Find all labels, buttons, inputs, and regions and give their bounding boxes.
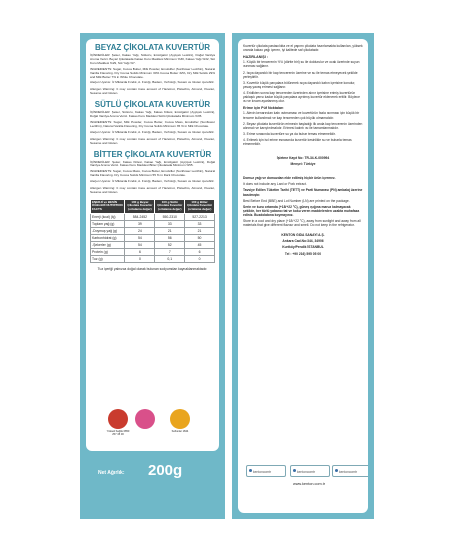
section-title-dark: BİTTER ÇİKOLATA KUVERTÜR — [93, 149, 212, 159]
nutrition-header-row — [91, 199, 215, 213]
social-instagram — [246, 465, 286, 477]
company-phone: Tel : +90 216) 595 05 00 — [284, 251, 322, 256]
health-line-logo-icon — [108, 409, 128, 429]
nutrient-label: Karbonhidrat (g) — [91, 234, 125, 241]
approval-number: İşletme Kayıt No: TR-34-K-000994 — [276, 156, 330, 161]
tip-item: 4. Eritmek için isıl erime esnasında kuvertür kesinlikle su ve buharla temas etmemelidir. — [243, 137, 352, 146]
nutrient-value: 21 — [185, 227, 215, 234]
nutrient-label: Toplam yağ (g) — [91, 220, 125, 227]
ingredients-en-dark: INGREDIENTS: Sugar, Cocoa Mass, Cocoa Butter, Emulsifier (Sunflower Lecithin), Natural Vanilla Flavoring. Dry Cocoa Solids Minimum 55 % in Dark Chocolate. — [90, 169, 215, 178]
prep-step: 1. Küçük bir tencerenin ½'ü (dörtte biri) su ile doldurulur ve ocak üzerinde suyun ısınması sağlanır. — [243, 60, 360, 69]
nutrient-value: 24 — [125, 227, 155, 234]
website-url: www.kenton.com.tr — [292, 482, 326, 486]
section-dark — [86, 150, 219, 195]
storage-en: Store in a cool and dry place (+18/+22 °C), away from sunlight and away from all materials that give different flavour and smell. Do not keep in the refrigerator. — [243, 219, 361, 228]
tip-item: 3. Erime sırasında kuvertüre su ya da buhar temas etmemelidir. — [243, 131, 336, 136]
nutrient-value: 6 — [125, 248, 155, 255]
bbd-notice-tr: Tavsiye Edilen Tüketim Tarihi (TETT) ve Parti Numarası (PN) ambalaj üzerine basılmıştır. — [243, 188, 363, 197]
table-row — [91, 255, 215, 262]
prep-title: HAZIRLANIŞI : — [243, 55, 268, 60]
table-row — [91, 248, 215, 255]
logo-caption: Sulfunlar 1844 — [171, 430, 189, 433]
nutrient-value: 39 — [125, 220, 155, 227]
section-title-milk: SÜTLÜ ÇİKOLATA KUVERTÜR — [94, 100, 211, 110]
section-white — [86, 43, 219, 96]
prep-step: 2. Isıya dayanıklı bir kap tencerenin üzerine ve su ile temas etmeyecek şekilde yerleştirilir. — [243, 70, 358, 79]
nutrition-header: 100 g Bitter Çikolata Kuvertür (ortalama değer) — [185, 199, 215, 213]
tips-title: Erime için Püf Noktaları — [243, 106, 284, 111]
table-row — [91, 220, 215, 227]
left-label-card — [86, 39, 219, 451]
ingredients-tr-white: İÇİNDEKİLER: Şeker, Kakao Yağı, Süttozu, Emülgatör (Ayçiçek Lesitini), Doğal Vanilya Aroma Verici. Beyaz Çikolatada Kakao Kuru Maddesi Minimum %30, Kakao Yağı %32, Süt Kuru Maddesi %29, Süt Yağı %7. — [90, 53, 215, 65]
nutrient-label: Tuz (g) — [91, 255, 125, 262]
net-weight-value: 200g — [148, 462, 183, 479]
section-milk — [86, 100, 219, 145]
logo-caption: Yükseli Sağlık 0850 257 45 00 — [106, 430, 130, 436]
tip-item: 1. Alevin kenarından kabı ısıtmaması ve kuvertürün fazla ısınması için küçük bir tencere kullanılmalı ve kap tencereden çok büyük olmamalıdır. — [243, 111, 360, 120]
net-weight — [80, 463, 225, 483]
nutrient-value: 45 — [185, 241, 215, 248]
pork-notice-tr: Domuz yağı ve domuzdan elde edilmiş hiçbir ürün içermez. — [243, 176, 336, 181]
social-facebook — [290, 465, 330, 477]
left-label-panel — [80, 33, 225, 519]
nutrient-label: Protein (g) — [91, 248, 125, 255]
nutrition-header: 100 g Sütlü Çikolata Kuvertür (ortalama değer) — [155, 199, 185, 213]
allergen-tr-milk: Alerjen Uyarısı: İz Miktarda Fındık, A. Fıstığı, Badem, Yerfıstığı, Susam ve Gluten içerebilir. — [90, 129, 215, 134]
nutrient-value: 33 — [155, 220, 185, 227]
twitter-icon — [335, 469, 338, 472]
company-address-1: Ankara Cad.No:344, 34906 — [282, 239, 324, 244]
instagram-icon — [249, 469, 252, 472]
nutrient-value: 6 — [185, 248, 215, 255]
nutrient-value: 527-2213 — [185, 213, 215, 220]
section-title-white: BEYAZ ÇİKOLATA KUVERTÜR — [94, 43, 211, 52]
social-handle: kentoncomtr — [253, 470, 272, 474]
ingredients-en-milk: INGREDIENTS: Sugar, Milk Powder, Cocoa Butter, Cocoa Mass, Emulsifier (Sunflower Lecithin), Natural Vanilla Flavoring, Dry Cocoa Solids Minimum 35 % in Milk Chocolate. — [90, 119, 215, 128]
right-label-panel — [232, 33, 374, 519]
nutrient-value: 56 — [155, 234, 185, 241]
certification-logos — [86, 407, 211, 435]
nutrient-value: 54 — [125, 234, 155, 241]
social-row — [244, 463, 368, 501]
nutrient-label: -Doymuş yağ (g) — [91, 227, 125, 234]
allergen-tr-dark: Alerjen Uyarısı: İz Miktarda Fındık, A. Fıstığı, Badem, Yerfıstığı, Susam ve Gluten içerebilir. — [90, 179, 215, 184]
ingredients-en-white: INGREDIENTS: Sugar, Cocoa Butter, Milk Powder, Emulsifier (Sunflower Lecithin), Natural Vanilla Flavoring. Dry Cocoa Solids Minimum 30% Cocoa Butter 32%, Dry Milk Solids 29% and Milk Butter 7% in White Chocolate. — [90, 66, 215, 79]
allergen-tr-white: Alerjen Uyarısı: İz Miktarda Fındık, A. Fıstığı, Badem, Yerfıstığı, Susam ve Gluten içerebilir. — [90, 80, 215, 85]
nutrient-value: 7 — [155, 248, 185, 255]
allergen-en-white: Allergen Warning: It may contain trace amount of Hazelnut, Pistachio, Almond, Peanut, Sesame and Gluten. — [90, 87, 215, 96]
nutrient-value: 0,1 — [155, 255, 185, 262]
nutrient-value: 50 — [185, 234, 215, 241]
nutrient-value: 0 — [185, 255, 215, 262]
social-handle: kentoncomtr — [297, 470, 316, 474]
allergen-en-dark: Allergen Warning: It may contain trace amount of Hazelnut, Pistachio, Almond, Peanut, Sesame and Gluten. — [90, 186, 215, 194]
nutrition-table — [90, 199, 215, 263]
nutrition-header: ENERJİ ve BESİN ÖĞELERİ NUTRITION FACTS — [91, 199, 125, 213]
sulfunlar-logo-icon — [170, 409, 190, 429]
nutrient-value: 54 — [125, 241, 155, 248]
table-row — [91, 213, 215, 220]
nutrient-label: Enerji (kcal) (kj) — [91, 213, 125, 220]
nutrient-value: 0 — [125, 255, 155, 262]
company-address-2: Kurtköy/Pendik İSTANBUL — [282, 245, 324, 250]
social-twitter — [332, 465, 368, 477]
nutrient-value: 33 — [185, 220, 215, 227]
facebook-icon — [293, 469, 296, 472]
table-row — [91, 227, 215, 234]
table-row — [91, 234, 215, 241]
nutrient-value: 584-2452 — [125, 213, 155, 220]
prep-step: 3. Kuvertür küçük parçalara bölünerek ısıya dayanıklı kabın içerisine konulur, yavaş yavaş erimesi sağlanır. — [243, 80, 356, 89]
nutrient-value: 21 — [155, 227, 185, 234]
allergen-en-milk: Allergen Warning: It may contain trace amount of Hazelnut, Pistachio, Almond, Peanut, Sesame and Gluten. — [90, 136, 215, 145]
company-name: KENTON GIDA SANAYİ A.Ş. — [281, 233, 325, 238]
bbd-notice-en: Best Before End (BBE) and Lot Number (LN) are printed on the package. — [243, 198, 350, 203]
ingredients-tr-dark: İÇİNDEKİLER: Şeker, Kakao Kitlesi, Kakao Yağı, Emülgatör (Ayçiçek Lesitini), Doğal Vanilya Aroma Verici. Kakao Kuru Maddesi Bitter Çikolatada Minimum %55. — [90, 159, 215, 168]
recycle-logo-icon — [135, 409, 155, 429]
tip-item: 2. Beyaz çikolata kuvertürün erimesin başladığı ilk anda kap tencerenin üzerinden alınmalı ve karıştırılmalıdır. Erimesi kalıntı ısı ile tamamlanmalıdır. — [243, 121, 363, 130]
prep-step: 4. Eridikten sonra kap tencereden üzerinden alınır içerisine erimiş kuvertürün yaklaşık yarısı kadar küçük parçalara ayrılmış kuvertür eklenerek eritilir. Böylece ısı ve kıvam ayarlanmış olur. — [243, 90, 360, 104]
origin: Menşei: Türkiye — [290, 162, 316, 167]
salt-disclaimer: Tuz içeriği yalnızca doğal olarak bulunan sodyumdan kaynaklanmaktadır. — [97, 266, 208, 271]
nutrient-label: -Şekerler (g) — [91, 241, 125, 248]
intro-text: Kuvertür çikolata pastacılıkta ve el yapımı çikolata hazırlamakta kullanılan, yüksek oranda kakao yağı içeren, iyi kalitede saf çikolatadır. — [243, 44, 363, 53]
pork-notice-en: It does not include any Lard or Pork extract. — [243, 182, 307, 187]
nutrient-value: 550-2310 — [155, 213, 185, 220]
ingredients-tr-milk: İÇİNDEKİLER: Şeker, Süttozu, Kakao Yağı, Kakao Kitlesi, Emülgatör (Ayçiçek Lesitini), Doğal Vanilya Aroma Verici. Kakao Kuru Maddesi Sütlü Çikolatada Minimum %35. — [90, 110, 215, 119]
table-row — [91, 241, 215, 248]
nutrition-header: 100 g Beyaz Çikolata Kuvertür (ortalama değer) — [125, 199, 155, 213]
social-handle: kentoncomtr — [339, 470, 358, 474]
nutrient-value: 52 — [155, 241, 185, 248]
right-label-card — [238, 39, 368, 513]
storage-tr: Serin ve kuru ortamda (+18/+22 °C), güneş ışığına maruz kalmayacak şekilde, her türlü yabancı tat ve koku veren maddelerden uzakta muhafaza ediniz. Buzdolabına koymayınız. — [243, 204, 360, 217]
net-weight-label: Net Ağırlık: — [98, 470, 125, 476]
